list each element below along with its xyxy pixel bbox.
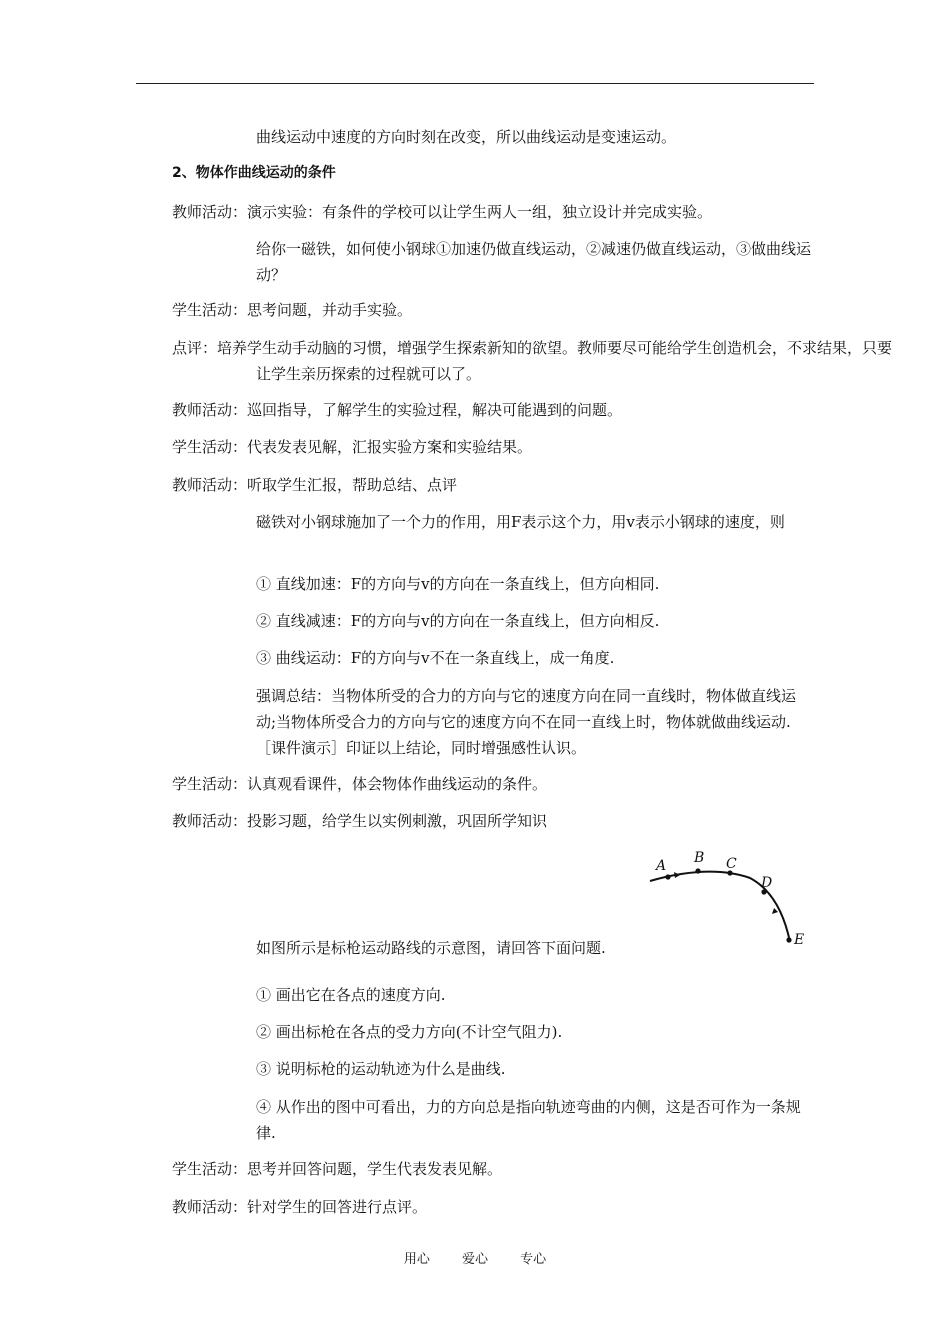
section-heading: 2、物体作曲线运动的条件: [172, 165, 336, 181]
paragraph: 强调总结：当物体所受的合力的方向与它的速度方向在同一直线时，物体做直线运动;当物体所受合力的方向与它的速度方向不在同一直线上时，物体就做曲线运动. ［课件演示］印证以上结论，同时增强感性认识。: [256, 687, 797, 757]
paragraph: ② 直线减速：F的方向与v的方向在一条直线上，但方向相反.: [256, 612, 660, 630]
page-footer: [0, 1248, 950, 1267]
paragraph: 磁铁对小钢球施加了一个力的作用，用F表示这个力，用v表示小钢球的速度，则: [256, 513, 785, 531]
footer-text: 专心: [520, 1252, 547, 1267]
paragraph: 教师活动：针对学生的回答进行点评。: [172, 1198, 428, 1216]
paragraph: ① 画出它在各点的速度方向.: [256, 986, 446, 1004]
footer-text: 爱心: [461, 1252, 488, 1267]
paragraph: 曲线运动中速度的方向时刻在改变，所以曲线运动是变速运动。: [256, 128, 677, 146]
paragraph: ① 直线加速：F的方向与v的方向在一条直线上，但方向相同.: [256, 575, 660, 593]
paragraph: 学生活动：代表发表见解，汇报实验方案和实验结果。: [172, 438, 533, 456]
paragraph: ② 画出标枪在各点的受力方向(不计空气阻力).: [256, 1023, 563, 1041]
paragraph: 学生活动：思考并回答问题，学生代表发表见解。: [172, 1160, 503, 1178]
trajectory-arrow: [674, 872, 680, 878]
paragraph: 学生活动：思考问题，并动手实验。: [172, 301, 413, 319]
paragraph: 教师活动：听取学生汇报，帮助总结、点评: [172, 476, 458, 494]
paragraph: ④ 从作出的图中可看出，力的方向总是指向轨迹弯曲的内侧，这是否可作为一条规律.: [256, 1098, 801, 1142]
paragraph: 教师活动：巡回指导，了解学生的实验过程，解决可能遇到的问题。: [172, 401, 623, 419]
paragraph: 教师活动：投影习题，给学生以实例刺激，巩固所学知识: [172, 812, 548, 830]
paragraph: ③ 说明标枪的运动轨迹为什么是曲线.: [256, 1060, 506, 1078]
point-a-dot: [665, 874, 670, 879]
trajectory-arrow: [772, 908, 778, 914]
footer-text: 用心: [403, 1252, 430, 1267]
paragraph: ③ 曲线运动：F的方向与v不在一条直线上，成一角度.: [256, 649, 615, 667]
header-rule: [136, 83, 814, 84]
point-b-dot: [695, 868, 700, 873]
paragraph: 教师活动：演示实验：有条件的学校可以让学生两人一组，独立设计并完成实验。: [172, 203, 713, 221]
point-label-e: E: [794, 932, 805, 948]
point-label-c: C: [726, 856, 737, 872]
paragraph: 给你一磁铁，如何使小钢球①加速仍做直线运动，②减速仍做直线运动，③做曲线运动？: [256, 240, 812, 284]
javelin-trajectory-figure: [640, 846, 820, 952]
point-label-a: A: [656, 858, 667, 874]
paragraph: 点评：培养学生动手动脑的习惯，增强学生探索新知的欲望。教师要尽可能给学生创造机会，不求结果，只要让学生亲历探索的过程就可以了。: [172, 339, 893, 383]
point-e-dot: [786, 937, 791, 942]
point-label-b: B: [694, 850, 705, 866]
point-label-d: D: [761, 875, 773, 891]
paragraph: 如图所示是标枪运动路线的示意图，请回答下面问题.: [256, 939, 606, 957]
paragraph: 学生活动：认真观看课件，体会物体作曲线运动的条件。: [172, 775, 548, 793]
